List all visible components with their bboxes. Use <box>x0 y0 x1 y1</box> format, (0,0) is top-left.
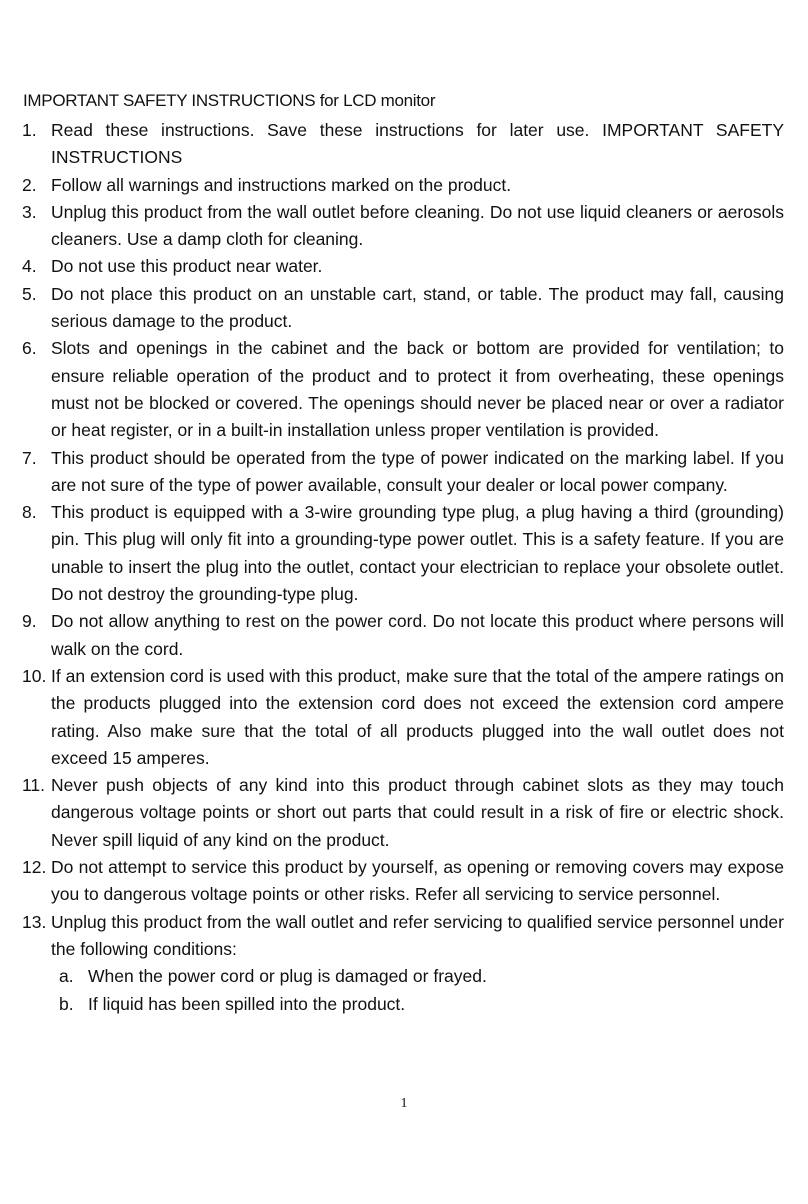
item-text: Do not attempt to service this product by yourself, as opening or removing covers may expose you to dangerous voltage points or other risks. Refer all servicing to service personnel. <box>51 857 784 905</box>
list-item <box>22 445 784 500</box>
item-number: 11. <box>22 775 46 796</box>
list-item <box>22 772 784 854</box>
list-item <box>22 663 784 772</box>
item-body <box>51 909 784 1018</box>
item-text: Do not allow anything to rest on the power cord. Do not locate this product where persons will walk on the cord. <box>51 611 784 659</box>
item-text: Do not use this product near water. <box>51 256 323 277</box>
safety-instructions-list <box>22 117 784 1018</box>
list-item <box>22 909 784 1018</box>
item-number: 3. <box>22 201 37 222</box>
item-text: If an extension cord is used with this product, make sure that the total of the ampere ratings on the products plugged into the extension cord does not exceed the extension cord ampere rating. Also make sure that the total of all products plugged into the wall outlet does not exceed 15 amperes. <box>51 665 784 768</box>
list-item <box>22 335 784 444</box>
sub-item-text: When the power cord or plug is damaged or frayed. <box>88 966 487 987</box>
item-number: 9. <box>22 611 37 632</box>
item-text: Slots and openings in the cabinet and the back or bottom are provided for ventilation; to ensure reliable operation of the product and to protect it from overheating, these openings must not be blocked or covered. The openings should never be placed near or over a radiator or heat register, or in a built-in installation unless proper ventilation is provided. <box>51 338 784 441</box>
list-item <box>22 854 784 909</box>
item-number: 2. <box>22 174 37 195</box>
item-number: 4. <box>22 256 37 277</box>
list-item <box>22 253 784 280</box>
list-item <box>22 199 784 254</box>
item-number: 1. <box>22 120 37 140</box>
document-title: IMPORTANT SAFETY INSTRUCTIONS for LCD monitor <box>23 91 436 110</box>
item-number: 8. <box>22 502 37 523</box>
item-text: Unplug this product from the wall outlet before cleaning. Do not use liquid cleaners or aerosols cleaners. Use a damp cloth for cleaning. <box>51 201 784 250</box>
item-number: 12. <box>22 857 47 878</box>
list-item <box>22 117 784 172</box>
sub-item-letter: b. <box>59 993 74 1014</box>
list-item <box>22 499 784 608</box>
item-number: 13. <box>22 911 47 932</box>
sub-item-letter: a. <box>59 966 74 987</box>
item-number: 5. <box>22 283 37 304</box>
item-text: Do not place this product on an unstable cart, stand, or table. The product may fall, causing serious damage to the product. <box>51 283 784 332</box>
sub-item-text: If liquid has been spilled into the product. <box>88 993 406 1014</box>
item-text: This product should be operated from the type of power indicated on the marking label. If you are not sure of the type of power available, consult your dealer or local power company. <box>51 447 784 495</box>
item-text: Unplug this product from the wall outlet and refer servicing to qualified service personnel under the following conditions: <box>51 911 784 959</box>
item-text: This product is equipped with a 3-wire grounding type plug, a plug having a third (grounding) pin. This plug will only fit into a grounding-type power outlet. This is a safety feature. If you are unable to insert the plug into the outlet, contact your electrician to replace your obsolete outlet. Do not destroy the grounding-type plug. <box>51 502 784 605</box>
item-text: Follow all warnings and instructions marked on the product. <box>51 174 512 195</box>
item-number: 10. <box>22 665 47 686</box>
list-item <box>22 172 784 199</box>
item-text: Never push objects of any kind into this product through cabinet slots as they may touch dangerous voltage points or short out parts that could result in a risk of fire or electric shock. Never spill liquid of any kind on the product. <box>51 775 784 850</box>
page-number: 1 <box>400 1096 408 1111</box>
sub-list-item <box>59 963 784 990</box>
sub-list-item <box>59 991 784 1018</box>
item-number: 6. <box>22 338 37 359</box>
condition-list <box>51 963 784 1018</box>
item-number: 7. <box>22 447 37 468</box>
list-item <box>22 608 784 663</box>
list-item <box>22 281 784 336</box>
item-text: Read these instructions. Save these instructions for later use. IMPORTANT SAFETY INSTRUCTIONS <box>51 120 784 168</box>
